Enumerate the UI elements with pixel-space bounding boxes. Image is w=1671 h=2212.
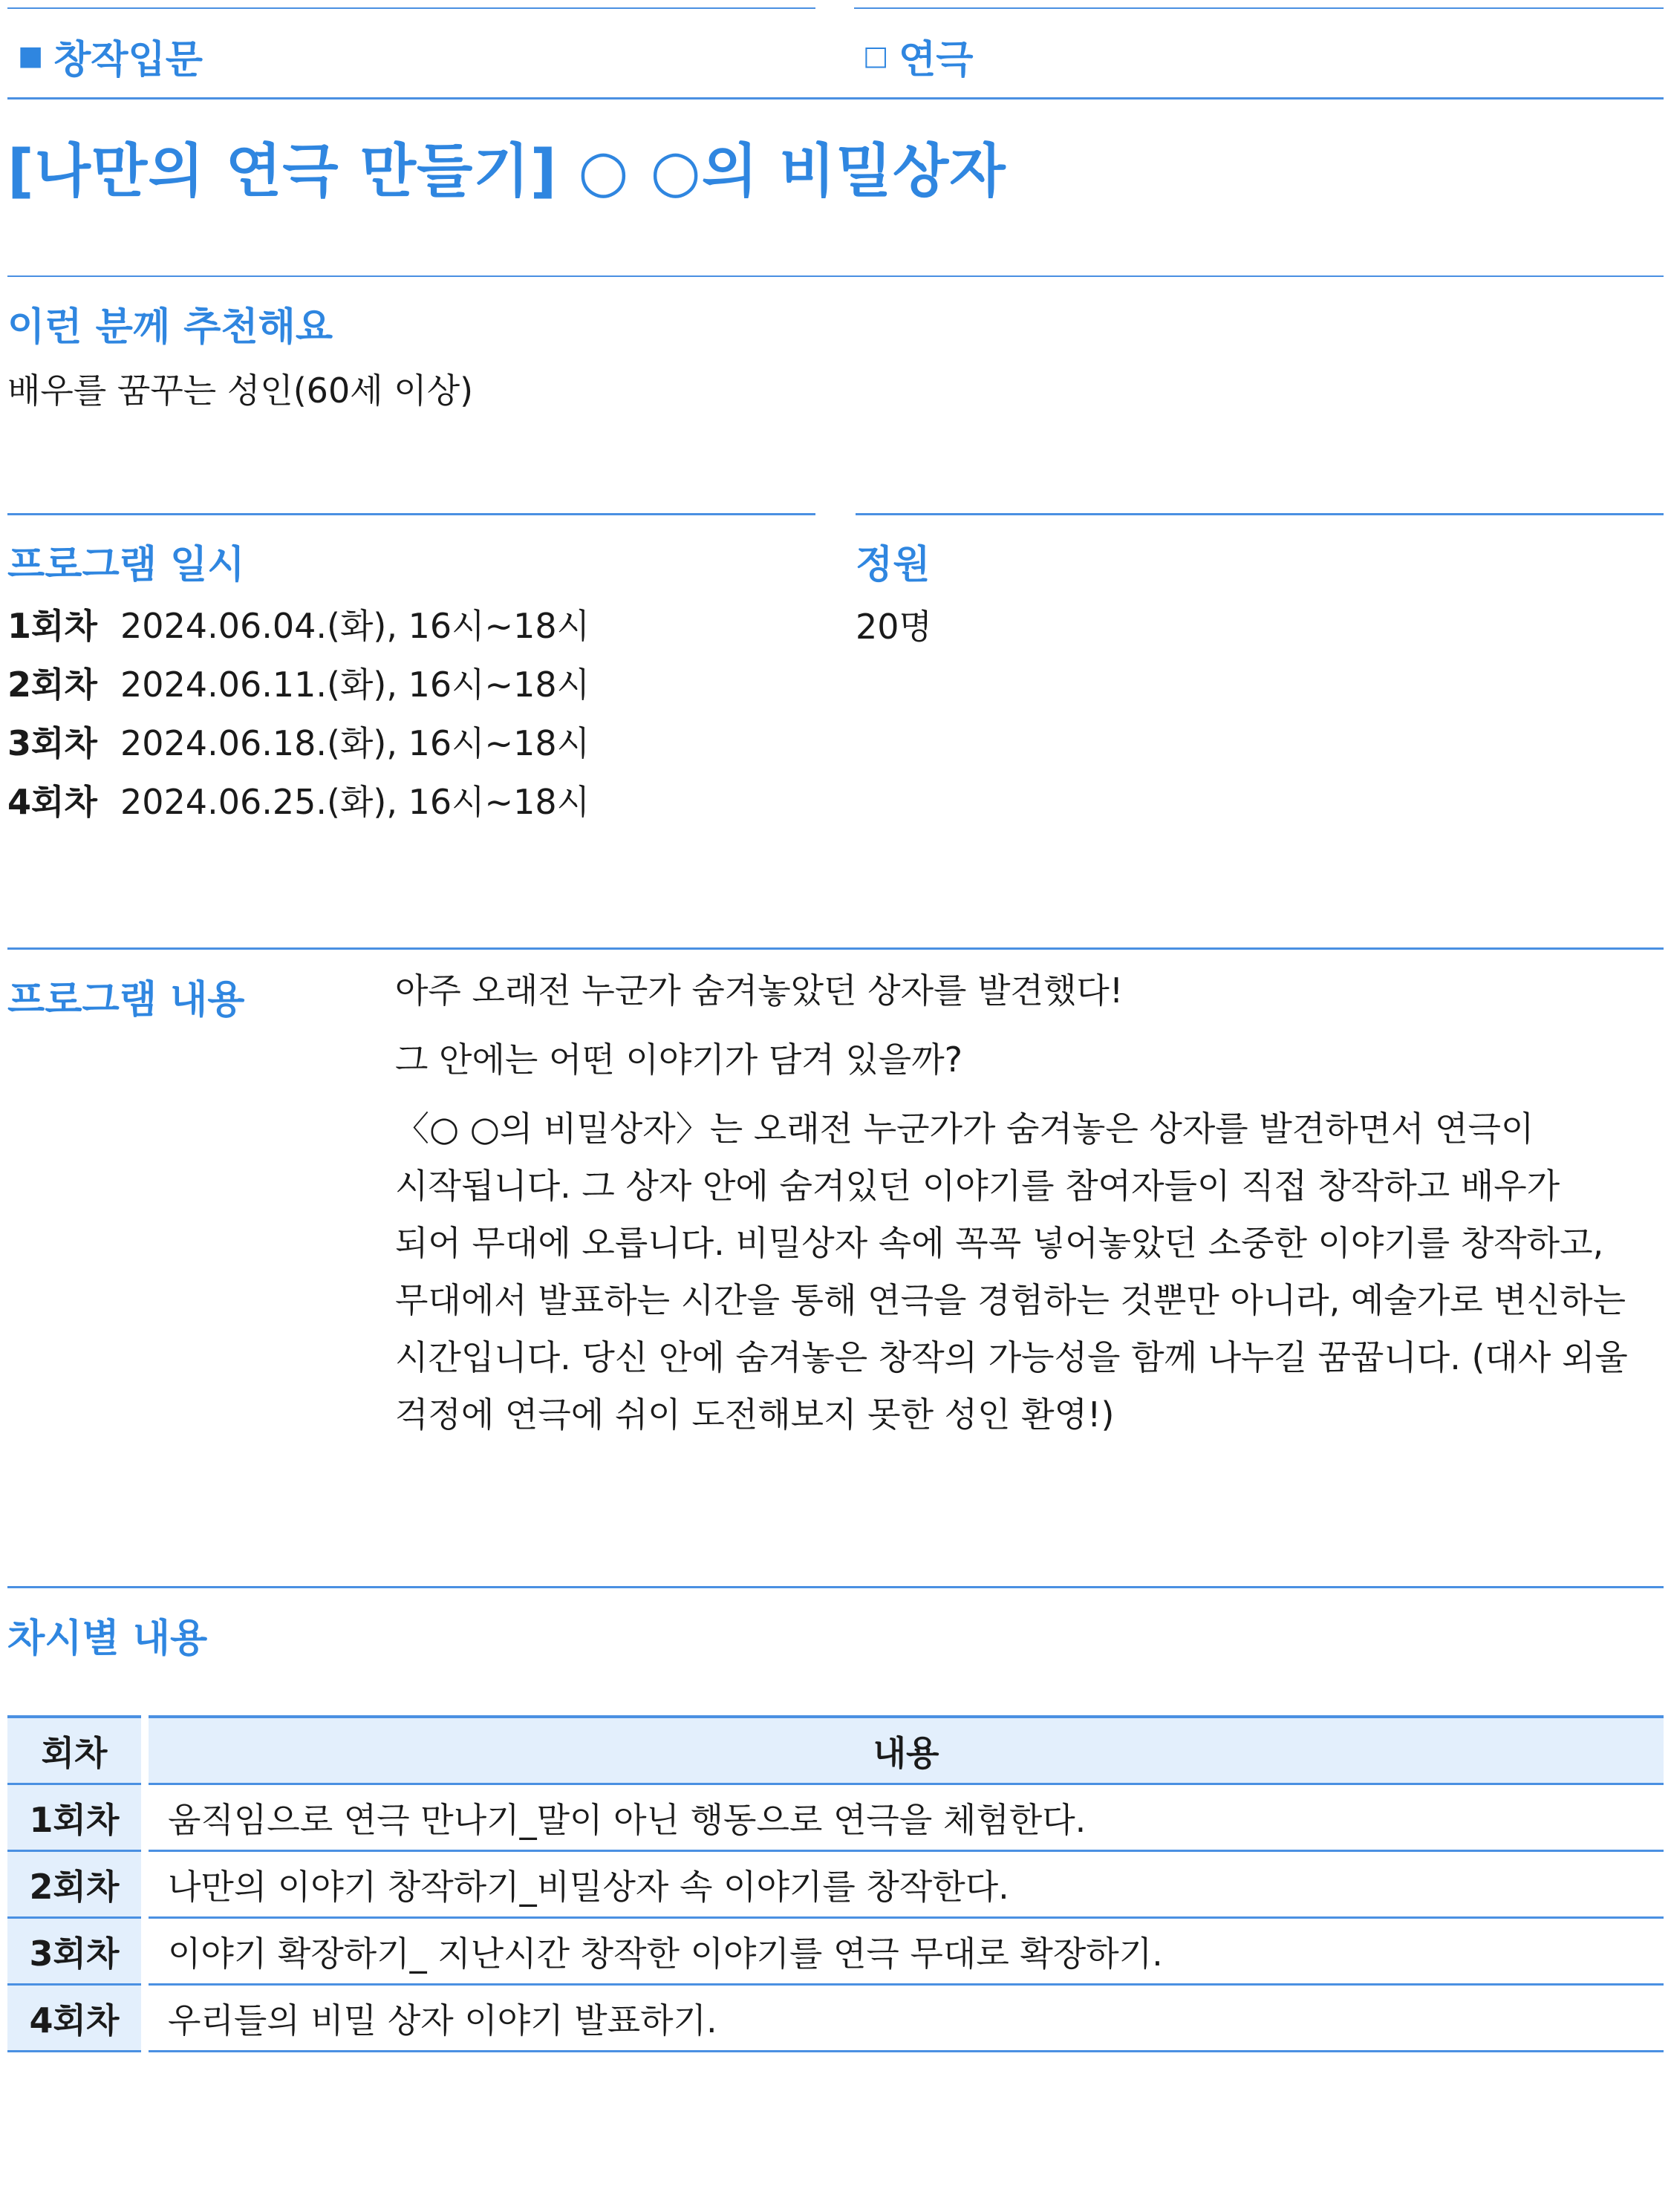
program-heading: 프로그램 내용: [7, 978, 245, 1022]
sessions-rule: [7, 1586, 1664, 1588]
table-header-row: [7, 1717, 1664, 1784]
schedule-row: [7, 594, 590, 653]
sessions-table: [7, 1715, 1664, 2052]
schedule-datetime: 2024.06.04.(화), 16시~18시: [120, 605, 590, 646]
schedule-session: 1회차: [7, 605, 97, 646]
paragraph-line: 되어 무대에 오릅니다. 비밀상자 속에 꼭꼭 넣어놓았던 소중한 이야기를 창작하고,: [395, 1223, 1604, 1263]
sessions-heading: 차시별 내용: [7, 1616, 208, 1661]
content-cell: 나만의 이야기 창작하기_비밀상자 속 이야기를 창작한다.: [145, 1851, 1664, 1918]
schedule-row: [7, 653, 590, 711]
col-session-header: 회차: [7, 1717, 145, 1784]
category-text: 창작입문: [53, 38, 203, 82]
genre-text: 연극: [899, 38, 974, 82]
paragraph-line: 걱정에 연극에 쉬이 도전해보지 못한 성인 환영!): [395, 1394, 1115, 1435]
content-cell: 이야기 확장하기_ 지난시간 창작한 이야기를 연극 무대로 확장하기.: [145, 1918, 1664, 1985]
col-content-header: 내용: [145, 1717, 1664, 1784]
schedule-session: 4회차: [7, 781, 97, 822]
top-rule-left: [7, 7, 815, 9]
session-cell: 4회차: [7, 1985, 145, 2052]
paragraph-line: 〈○ ○의 비밀상자〉는 오래전 누군가가 숨겨놓은 상자를 발견하면서 연극이: [395, 1109, 1534, 1149]
empty-square-icon: □: [863, 41, 889, 71]
recommend-heading: 이런 분께 추천해요: [7, 305, 333, 350]
page-title: [나만의 연극 만들기] ○ ○의 비밀상자: [7, 138, 1006, 205]
schedule-row: [7, 711, 590, 770]
program-rule: [7, 947, 1664, 950]
capacity-heading: 정원: [856, 543, 931, 587]
capacity-rule: [856, 513, 1664, 515]
schedule-session: 2회차: [7, 664, 97, 705]
recommend-text: 배우를 꿈꾸는 성인(60세 이상): [7, 371, 474, 411]
paragraph-line: 시작됩니다. 그 상자 안에 숨겨있던 이야기를 참여자들이 직접 창작하고 배우가: [395, 1166, 1560, 1206]
header-rule: [7, 97, 1664, 99]
content-cell: 움직임으로 연극 만나기_말이 아닌 행동으로 연극을 체험한다.: [145, 1784, 1664, 1851]
session-cell: 3회차: [7, 1918, 145, 1985]
schedule-heading: 프로그램 일시: [7, 543, 245, 587]
session-cell: 2회차: [7, 1851, 145, 1918]
top-rule-right: [854, 7, 1664, 9]
table-row: [7, 1851, 1664, 1918]
program-line-2: 그 안에는 어떤 이야기가 담겨 있을까?: [395, 1040, 963, 1080]
program-content: [395, 962, 1658, 1443]
schedule-row: [7, 770, 590, 829]
category-label: [18, 28, 203, 84]
content-cell: 우리들의 비밀 상자 이야기 발표하기.: [145, 1985, 1664, 2052]
program-paragraph: [395, 1100, 1658, 1443]
filled-square-icon: ■: [18, 41, 44, 71]
schedule-datetime: 2024.06.18.(화), 16시~18시: [120, 722, 590, 763]
schedule-datetime: 2024.06.25.(화), 16시~18시: [120, 781, 590, 822]
schedule-rule: [7, 513, 815, 515]
schedule-session: 3회차: [7, 722, 97, 763]
capacity-value: 20명: [856, 607, 932, 647]
schedule-datetime: 2024.06.11.(화), 16시~18시: [120, 664, 590, 705]
schedule-list: [7, 594, 590, 829]
session-cell: 1회차: [7, 1784, 145, 1851]
paragraph-line: 무대에서 발표하는 시간을 통해 연극을 경험하는 것뿐만 아니라, 예술가로 변신하는: [395, 1280, 1626, 1320]
table-row: [7, 1985, 1664, 2052]
recommend-rule: [7, 275, 1664, 277]
paragraph-line: 시간입니다. 당신 안에 숨겨놓은 창작의 가능성을 함께 나누길 꿈꿉니다. (대사 외울: [395, 1337, 1628, 1377]
table-row: [7, 1918, 1664, 1985]
program-line-1: 아주 오래전 누군가 숨겨놓았던 상자를 발견했다!: [395, 970, 1124, 1011]
table-row: [7, 1784, 1664, 1851]
genre-label: [863, 28, 973, 84]
